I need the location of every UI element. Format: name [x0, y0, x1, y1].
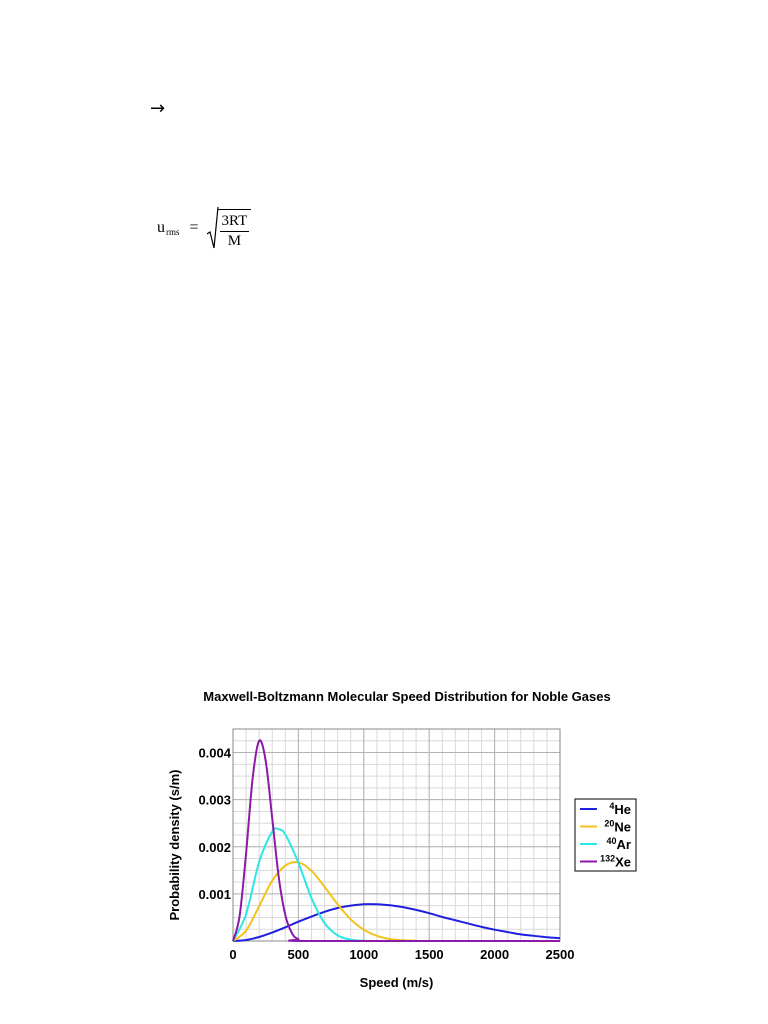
y-tick-label: 0.003 [198, 792, 231, 808]
x-tick-label: 2500 [545, 947, 575, 962]
x-axis-title: Speed (m/s) [359, 975, 434, 990]
legend-label-ar: $^{40}$Ar [606, 836, 631, 852]
chart-grid [233, 729, 560, 941]
x-tick-label: 1000 [349, 947, 379, 962]
formula-numerator: 3RT [220, 212, 250, 232]
formula-lhs: u [157, 219, 165, 236]
y-tick-label: 0.002 [198, 839, 231, 855]
square-root [207, 206, 252, 250]
chart-series [233, 740, 560, 941]
y-axis-ticks [198, 746, 231, 902]
formula-equals: = [189, 219, 199, 236]
legend-label-ne: $^{20}$Ne [604, 818, 631, 835]
chart-svg [160, 680, 680, 1000]
y-axis-title: Probability density (s/m) [167, 769, 182, 921]
x-tick-label: 1500 [414, 947, 444, 962]
rms-speed-formula [157, 206, 251, 250]
series-line-xe [233, 740, 560, 941]
chart-title: Maxwell-Boltzmann Molecular Speed Distribution for Noble Gases [203, 689, 611, 704]
x-axis-ticks [229, 947, 574, 962]
y-tick-label: 0.004 [198, 745, 231, 761]
speed-distribution-chart [160, 680, 680, 1000]
formula-denominator: M [227, 233, 242, 249]
legend-label-xe: $^{132}$Xe [600, 853, 631, 870]
x-tick-label: 2000 [480, 947, 510, 962]
arrow-symbol: → [150, 98, 166, 119]
x-tick-label: 500 [287, 947, 310, 962]
formula-fraction [218, 209, 252, 250]
legend-label-he: $^4$He [609, 801, 631, 817]
chart-legend [575, 799, 636, 871]
series-line-ar [233, 828, 560, 941]
series-line-he [233, 904, 560, 941]
x-tick-label: 0 [229, 947, 237, 962]
y-tick-label: 0.001 [198, 886, 231, 902]
formula-lhs-subscript: rms [166, 227, 180, 237]
